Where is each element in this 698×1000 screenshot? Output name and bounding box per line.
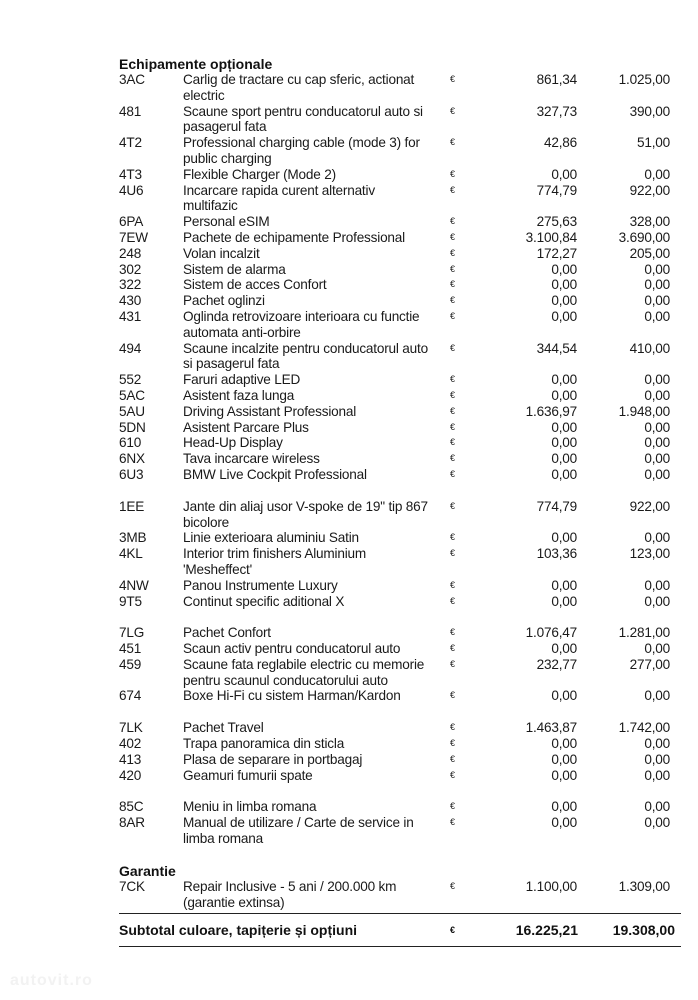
price-gross: 0,00: [644, 593, 670, 609]
euro-icon: €: [450, 801, 455, 812]
option-code: 494: [119, 340, 142, 356]
euro-icon: €: [450, 579, 455, 590]
euro-icon: €: [450, 817, 455, 828]
price-net: 0,00: [551, 577, 577, 593]
euro-icon: €: [450, 500, 455, 511]
price-gross: 410,00: [629, 340, 670, 356]
price-net: 0,00: [551, 641, 577, 657]
price-net: 275,63: [536, 214, 577, 230]
euro-icon: €: [450, 184, 455, 195]
subtotal-gross: 19.308,00: [612, 922, 675, 938]
table-row: [119, 720, 679, 736]
euro-icon: €: [450, 342, 455, 353]
option-code: 248: [119, 245, 142, 261]
subtotal-bottom-rule: [119, 946, 681, 947]
table-row: [119, 578, 679, 594]
table-row: [119, 799, 679, 815]
table-row: [119, 183, 679, 215]
travel-package-group: [119, 720, 679, 783]
price-net: 103,36: [536, 546, 577, 562]
price-gross: 0,00: [644, 293, 670, 309]
euro-icon: €: [450, 247, 455, 258]
price-gross: 922,00: [629, 498, 670, 514]
table-row: [119, 341, 679, 373]
price-net: 3.100,84: [525, 229, 577, 245]
option-code: 430: [119, 293, 142, 309]
table-row: [119, 435, 679, 451]
price-gross: 277,00: [629, 656, 670, 672]
euro-icon: €: [450, 925, 456, 935]
option-description: Pachet Confort: [183, 625, 271, 641]
euro-icon: €: [450, 643, 455, 654]
option-description: Pachet Travel: [183, 720, 264, 736]
price-net: 0,00: [551, 799, 577, 815]
euro-icon: €: [450, 295, 455, 306]
euro-icon: €: [450, 437, 455, 448]
option-description: Driving Assistant Professional: [183, 403, 357, 419]
option-code: 8AR: [119, 815, 145, 831]
price-gross: 0,00: [644, 372, 670, 388]
option-description: Head-Up Display: [183, 435, 283, 451]
price-net: 327,73: [536, 103, 577, 119]
option-code: 4KL: [119, 546, 143, 562]
price-net: 0,00: [551, 688, 577, 704]
option-code: 7LK: [119, 720, 143, 736]
price-net: 0,00: [551, 767, 577, 783]
option-description: Plasa de separare in portbagaj: [183, 751, 363, 767]
price-gross: 0,00: [644, 688, 670, 704]
price-net: 0,00: [551, 815, 577, 831]
option-code: 6U3: [119, 466, 144, 482]
table-row: [119, 768, 679, 784]
price-gross: 0,00: [644, 466, 670, 482]
euro-icon: €: [450, 168, 455, 179]
table-row: [119, 104, 679, 136]
price-net: 0,00: [551, 308, 577, 324]
option-description: Personal eSIM: [183, 214, 270, 230]
table-row: [119, 404, 679, 420]
price-net: 0,00: [551, 593, 577, 609]
option-code: 7EW: [119, 229, 148, 245]
price-net: 1.636,97: [525, 403, 577, 419]
table-row: [119, 815, 679, 847]
option-code: 402: [119, 736, 142, 752]
euro-icon: €: [450, 738, 455, 749]
euro-icon: €: [450, 421, 455, 432]
price-gross: 0,00: [644, 577, 670, 593]
table-row: [119, 879, 679, 911]
option-code: 4T2: [119, 135, 142, 151]
option-code: 451: [119, 641, 142, 657]
price-net: 774,79: [536, 498, 577, 514]
table-row: [119, 625, 679, 641]
price-gross: 1.948,00: [618, 403, 670, 419]
euro-icon: €: [450, 389, 455, 400]
price-net: 861,34: [536, 72, 577, 87]
table-row: [119, 72, 679, 104]
euro-icon: €: [450, 453, 455, 464]
table-row: [119, 752, 679, 768]
price-gross: 123,00: [629, 546, 670, 562]
price-gross: 1.309,00: [618, 878, 670, 894]
euro-icon: €: [450, 769, 455, 780]
price-net: 344,54: [536, 340, 577, 356]
table-row: [119, 372, 679, 388]
euro-icon: €: [450, 627, 455, 638]
comfort-package-group: [119, 625, 679, 704]
price-net: 0,00: [551, 419, 577, 435]
price-gross: 0,00: [644, 815, 670, 831]
option-description: BMW Live Cockpit Professional: [183, 466, 367, 482]
option-code: 7LG: [119, 625, 145, 641]
euro-icon: €: [450, 216, 455, 227]
price-gross: 328,00: [629, 214, 670, 230]
option-code: 413: [119, 751, 142, 767]
price-net: 1.463,87: [525, 720, 577, 736]
euro-icon: €: [450, 137, 455, 148]
option-code: 4NW: [119, 577, 149, 593]
price-gross: 0,00: [644, 166, 670, 182]
table-row: [119, 688, 679, 704]
option-description: Professional charging cable (mode 3) for public charging: [183, 135, 420, 166]
price-gross: 0,00: [644, 736, 670, 752]
euro-icon: €: [450, 880, 455, 891]
table-row: [119, 467, 679, 483]
table-row: [119, 420, 679, 436]
euro-icon: €: [450, 374, 455, 385]
price-net: 172,27: [536, 245, 577, 261]
price-gross: 1.025,00: [618, 72, 670, 87]
euro-icon: €: [450, 722, 455, 733]
option-description: Asistent faza lunga: [183, 387, 295, 403]
option-description: Volan incalzit: [183, 245, 260, 261]
price-net: 0,00: [551, 293, 577, 309]
option-description: Linie exterioara aluminiu Satin: [183, 530, 359, 546]
price-gross: 1.742,00: [618, 720, 670, 736]
option-code: 7CK: [119, 878, 145, 894]
price-net: 0,00: [551, 451, 577, 467]
option-code: 1EE: [119, 498, 145, 514]
option-description: Flexible Charger (Mode 2): [183, 166, 336, 182]
euro-icon: €: [450, 468, 455, 479]
price-gross: 0,00: [644, 308, 670, 324]
option-description: Geamuri fumurii spate: [183, 767, 313, 783]
wheels-trim-group: [119, 499, 679, 610]
table-row: [119, 641, 679, 657]
option-description: Faruri adaptive LED: [183, 372, 301, 388]
price-net: 0,00: [551, 435, 577, 451]
watermark-logo: autovit.ro: [10, 972, 93, 989]
option-code: 420: [119, 767, 142, 783]
euro-icon: €: [450, 690, 455, 701]
price-gross: 922,00: [629, 182, 670, 198]
price-net: 0,00: [551, 736, 577, 752]
table-row: [119, 530, 679, 546]
price-gross: 0,00: [644, 530, 670, 546]
price-net: 0,00: [551, 166, 577, 182]
price-gross: 0,00: [644, 419, 670, 435]
option-description: Panou Instrumente Luxury: [183, 577, 338, 593]
option-description: Boxe Hi-Fi cu sistem Harman/Kardon: [183, 688, 401, 704]
price-gross: 0,00: [644, 751, 670, 767]
subtotal-row: [119, 920, 681, 940]
price-gross: 0,00: [644, 387, 670, 403]
option-code: 5AU: [119, 403, 145, 419]
option-code: 4T3: [119, 166, 142, 182]
table-row: [119, 657, 679, 689]
euro-icon: €: [450, 231, 455, 242]
price-gross: 390,00: [629, 103, 670, 119]
option-code: 85C: [119, 799, 144, 815]
option-description: Pachete de echipamente Professional: [183, 229, 405, 245]
option-code: 6PA: [119, 214, 144, 230]
price-gross: 0,00: [644, 451, 670, 467]
subtotal-net: 16.225,21: [515, 922, 578, 938]
section-title-optional-equipment: Echipamente opționale: [119, 56, 273, 72]
option-code: 302: [119, 261, 142, 277]
option-code: 610: [119, 435, 142, 451]
option-code: 322: [119, 277, 142, 293]
option-description: Meniu in limba romana: [183, 799, 317, 815]
option-description: Incarcare rapida curent alternativ multifazic: [183, 182, 375, 214]
subtotal-label: Subtotal culoare, tapițerie și opțiuni: [119, 922, 358, 938]
price-net: 42,86: [543, 135, 577, 151]
price-gross: 3.690,00: [618, 229, 670, 245]
option-description: Scaune incalzite pentru conducatorul auto si pasagerul fata: [183, 340, 428, 372]
euro-icon: €: [450, 310, 455, 321]
euro-icon: €: [450, 658, 455, 669]
price-gross: 0,00: [644, 277, 670, 293]
table-row: [119, 230, 679, 246]
option-code: 3MB: [119, 530, 147, 546]
price-gross: 0,00: [644, 799, 670, 815]
warranty-group: [119, 879, 679, 911]
option-description: Scaune fata reglabile electric cu memorie pentru scaunul conducatorului auto: [183, 656, 425, 688]
price-gross: 205,00: [629, 245, 670, 261]
option-description: Oglinda retrovizoare interioara cu functie automata anti-orbire: [183, 308, 420, 340]
price-gross: 0,00: [644, 261, 670, 277]
option-description: Carlig de tractare cu cap sferic, actionat electric: [183, 72, 415, 103]
euro-icon: €: [450, 753, 455, 764]
euro-icon: €: [450, 279, 455, 290]
euro-icon: €: [450, 532, 455, 543]
price-net: 0,00: [551, 751, 577, 767]
option-code: 5AC: [119, 387, 145, 403]
price-net: 0,00: [551, 387, 577, 403]
price-net: 1.100,00: [525, 878, 577, 894]
table-row: [119, 499, 679, 531]
option-code: 674: [119, 688, 142, 704]
options-price-list: [119, 56, 679, 910]
option-code: 431: [119, 308, 142, 324]
section-title-warranty: Garantie: [119, 862, 176, 879]
option-description: Scaune sport pentru conducatorul auto si pasagerul fata: [183, 103, 423, 135]
table-row: [119, 388, 679, 404]
option-code: 9T5: [119, 593, 142, 609]
option-description: Asistent Parcare Plus: [183, 419, 309, 435]
euro-icon: €: [450, 263, 455, 274]
option-description: Manual de utilizare / Carte de service in limba romana: [183, 815, 414, 847]
price-gross: 0,00: [644, 767, 670, 783]
euro-icon: €: [450, 405, 455, 416]
table-row: [119, 167, 679, 183]
option-description: Sistem de alarma: [183, 261, 286, 277]
option-description: Pachet oglinzi: [183, 293, 265, 309]
price-net: 232,77: [536, 656, 577, 672]
price-gross: 51,00: [636, 135, 670, 151]
option-description: Jante din aliaj usor V-spoke de 19" tip 867 bicolore: [183, 498, 428, 530]
optional-equipment-group: [119, 72, 679, 483]
option-description: Repair Inclusive - 5 ani / 200.000 km (garantie extinsa): [183, 878, 397, 910]
option-description: Sistem de acces Confort: [183, 277, 327, 293]
price-net: 774,79: [536, 182, 577, 198]
option-description: Continut specific aditional X: [183, 593, 345, 609]
table-row: [119, 309, 679, 341]
euro-icon: €: [450, 74, 455, 84]
option-description: Interior trim finishers Aluminium 'Mesheffect': [183, 546, 367, 577]
price-net: 0,00: [551, 466, 577, 482]
table-row: [119, 262, 679, 278]
table-row: [119, 451, 679, 467]
option-code: 6NX: [119, 451, 145, 467]
price-gross: 0,00: [644, 435, 670, 451]
option-description: Trapa panoramica din sticla: [183, 736, 345, 752]
euro-icon: €: [450, 595, 455, 606]
table-row: [119, 736, 679, 752]
price-net: 0,00: [551, 261, 577, 277]
table-row: [119, 293, 679, 309]
price-gross: 1.281,00: [618, 625, 670, 641]
table-row: [119, 135, 679, 167]
price-gross: 0,00: [644, 641, 670, 657]
table-row: [119, 246, 679, 262]
option-code: 5DN: [119, 419, 146, 435]
price-net: 0,00: [551, 277, 577, 293]
option-code: 4U6: [119, 182, 144, 198]
option-description: Scaun activ pentru conducatorul auto: [183, 641, 401, 657]
language-group: [119, 799, 679, 846]
price-net: 1.076,47: [525, 625, 577, 641]
euro-icon: €: [450, 105, 455, 116]
table-row: [119, 546, 679, 578]
price-net: 0,00: [551, 372, 577, 388]
euro-icon: €: [450, 548, 455, 559]
table-row: [119, 214, 679, 230]
subtotal-top-rule: [119, 913, 681, 914]
option-description: Tava incarcare wireless: [183, 451, 320, 467]
option-code: 481: [119, 103, 142, 119]
option-code: 3AC: [119, 72, 145, 87]
option-code: 459: [119, 656, 142, 672]
table-row: [119, 594, 679, 610]
table-row: [119, 277, 679, 293]
option-code: 552: [119, 372, 142, 388]
price-net: 0,00: [551, 530, 577, 546]
